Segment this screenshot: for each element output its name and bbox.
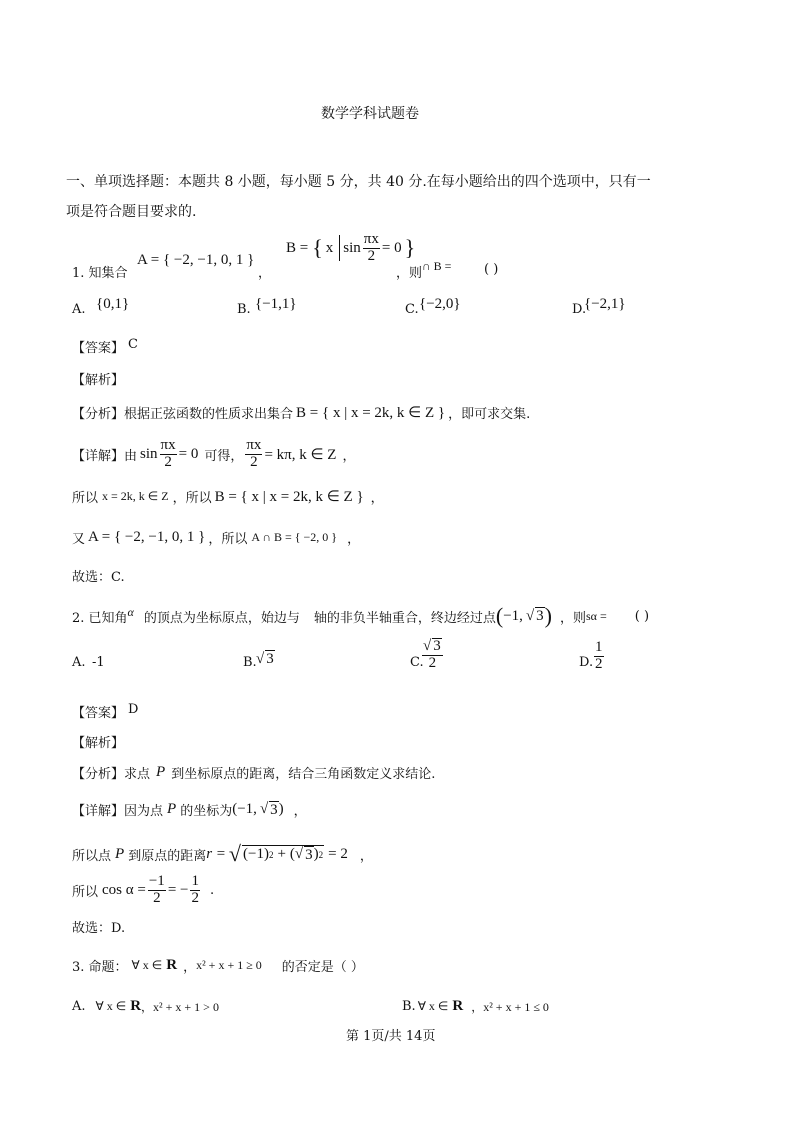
q1-xj1-eq: = 0: [178, 445, 199, 462]
q1-set-b-brace-open: {: [312, 235, 323, 261]
q1-intersection: ∩ B =: [422, 259, 452, 273]
q1-xj1-frac: [160, 438, 177, 471]
q3-option-b-label: B.: [402, 999, 416, 1014]
q1-answer: C: [128, 337, 138, 352]
q2-xiangjie-line2: [72, 841, 373, 867]
q3-option-b-R: R: [452, 998, 464, 1014]
q1-conclusion: 故选：C.: [72, 570, 125, 585]
q2-then: ，则: [560, 610, 587, 626]
q2-point-open: (: [495, 603, 504, 628]
q1-xj1-b: 可得，: [204, 448, 244, 464]
q2-xj3-f2-num: 1: [191, 873, 199, 889]
q1-fenxi-text1: 根据正弦函数的性质求出集合: [124, 407, 294, 422]
q2-text1: 的顶点为坐标原点，始边与: [143, 610, 300, 626]
q2-xj3-f2-den: 2: [191, 889, 199, 906]
q2-xj2-a: 所以点: [72, 848, 112, 864]
page-footer: 第 1页/共 14页: [346, 1029, 436, 1044]
q2-xj1-pt-a: (−1,: [232, 801, 257, 817]
q2-option-c-label: C.: [410, 655, 424, 670]
q2-alpha: α: [127, 604, 134, 619]
q2-xj3-frac1: [148, 874, 166, 907]
q1-xj3-set: A = { −2, −1, 0, 1 }: [88, 529, 206, 545]
q3-option-a-forall: ∀ x ∈: [95, 999, 127, 1013]
q1-xj1-frac2-num: πx: [246, 437, 262, 453]
q1-set-b-frac: [363, 232, 380, 265]
q2-xj1-p: P: [167, 801, 177, 817]
q3-option-a-expr: ，x² + x + 1 > 0: [141, 1000, 219, 1014]
q1-xj3-a: 又: [72, 532, 86, 547]
q2-xj2-inner2-sqrt: 3: [305, 846, 313, 863]
q2-expr: sα =: [586, 608, 607, 623]
q3-option-a: [72, 998, 219, 1015]
q1-comma: ，: [258, 266, 272, 281]
q2-option-d-den: 2: [595, 655, 603, 672]
q1-xj2-b: ，所以: [172, 491, 212, 506]
q2-xj1-pt-close: ): [278, 801, 284, 817]
q2-xj2-sup2: 2: [318, 849, 324, 860]
q1-set-b-eq0: = 0: [381, 239, 402, 256]
q1-xj2-a: 所以: [72, 491, 99, 506]
q2-xiangjie-line1: [72, 800, 307, 819]
q1-xj2-expr: x = 2k, k ∈ Z: [102, 489, 169, 503]
q2-point: ( −1, √ 3 ): [495, 603, 552, 628]
q1-xj1-end: ，: [342, 448, 356, 464]
q1-xiangjie-line1: [72, 438, 355, 471]
q1-option-d: {−2,1}: [584, 296, 626, 312]
q1-set-b-lhs: B =: [286, 239, 309, 256]
q2-xj2-eq: = 2: [328, 845, 348, 862]
q3-forall: ∀ x ∈: [131, 958, 163, 972]
q2-point-a: −1,: [503, 607, 523, 624]
q2-point-sqrt: 3: [536, 608, 544, 624]
q2-xj1-end: ，: [293, 804, 307, 819]
section-instruction-line2: 项是符合题目要求的.: [66, 204, 197, 220]
q2-option-b-sqrt: 3: [266, 651, 274, 667]
q1-fenxi-text2: ，即可求交集.: [448, 407, 531, 422]
q2-conclusion: 故选：D.: [72, 921, 126, 936]
q2-point-close: ): [544, 603, 552, 628]
q2-xj2-inner1: (−1): [243, 846, 269, 862]
q2-xj2-sup1: 2: [268, 849, 274, 860]
q1-xj3-end: ，: [347, 532, 361, 547]
q2-fenxi: [72, 763, 435, 782]
q2-xj3-f1-den: 2: [153, 889, 161, 906]
q2-option-d-label: D.: [579, 655, 594, 670]
q2-stem-label: 2. 已知角: [72, 610, 128, 626]
q2-xj3-cos: cos α =: [102, 881, 146, 898]
q2-xj3-end: .: [209, 882, 215, 898]
q1-answer-tag: 【答案】: [72, 341, 125, 356]
q1-xj2-end: ，: [370, 491, 384, 506]
q2-xj2-p: P: [115, 845, 125, 862]
q2-option-d-num: 1: [595, 639, 603, 655]
q2-answer: D: [128, 702, 139, 717]
q1-analysis-tag: 【解析】: [72, 373, 125, 388]
q3-option-a-R: R: [130, 998, 142, 1014]
q2-text2: 轴的非负半轴重合，终边经过点: [313, 610, 496, 626]
q2-fenxi-text2: 到坐标原点的距离，结合三角函数定义求结论.: [171, 767, 436, 782]
q1-fenxi: [72, 403, 530, 422]
q1-stem-label: 1. 知集合: [72, 266, 128, 281]
q2-option-d: [592, 640, 606, 673]
q1-xj1-frac2-den: 2: [250, 453, 258, 470]
q1-xj1-frac2: [245, 438, 262, 471]
section-instruction-line1: 一、单项选择题：本题共 8 小题，每小题 5 分，共 40 分.在每小题给出的四个选项中，只有一: [66, 174, 651, 190]
q2-xj1-pt-sqrt: 3: [270, 801, 278, 818]
q2-xj2-end: ，: [359, 848, 373, 864]
q1-xj3-b: ，所以: [208, 532, 248, 547]
q1-set-b-brace-close: }: [404, 235, 416, 261]
q1-xiangjie-line3: [72, 528, 360, 547]
q2-xj1-b: 的坐标为: [180, 804, 233, 819]
q1-then: ，则: [396, 266, 423, 281]
q2-answer-paren: ( ): [634, 608, 650, 624]
q2-xj2-plus: +: [277, 846, 286, 862]
q1-xiangjie-tag: 【详解】: [72, 448, 125, 464]
q1-set-b-frac-den: 2: [367, 247, 376, 264]
q1-set-b-frac-num: πx: [363, 231, 379, 247]
q3-text: 的否定是（ ）: [281, 960, 364, 975]
q2-xj1-a: 因为点: [124, 804, 164, 819]
q2-xj3-a: 所以: [72, 884, 99, 900]
q2-xj2-r: r =: [206, 845, 226, 862]
q2-xiangjie-tag: 【详解】: [72, 804, 125, 819]
q3-comma: ，: [183, 960, 197, 975]
q2-xj1-point: (−1, √ 3 ): [232, 801, 284, 818]
q2-xj2-b: 到原点的距离: [128, 848, 207, 864]
q1-option-b-label: B.: [237, 302, 251, 317]
q2-xiangjie-line3: [72, 874, 214, 907]
q1-fenxi-set: B = { x | x = 2k, k ∈ Z }: [296, 405, 446, 421]
q3-stem: [72, 956, 364, 975]
q2-analysis-tag: 【解析】: [72, 736, 125, 751]
q1-set-b-bar: [339, 235, 340, 261]
q3-expr: x² + x + 1 ≥ 0: [196, 958, 262, 972]
q3-R: R: [166, 957, 178, 973]
q2-answer-tag: 【答案】: [72, 706, 125, 721]
q2-option-c-num: 3: [433, 638, 441, 654]
q1-fenxi-tag: 【分析】: [72, 407, 125, 422]
q1-xiangjie-line2: [72, 487, 384, 506]
q3-option-a-label: A.: [72, 999, 86, 1014]
q3-option-b-forall: ∀ x ∈: [417, 999, 449, 1013]
q2-xj2-formula: r = √ (−1) 2 + (√ 3 ) 2 = 2: [206, 841, 348, 866]
q1-answer-paren: ( ): [484, 262, 499, 277]
q1-set-a: A = { −2, −1, 0, 1 }: [137, 252, 255, 268]
q1-xj1-frac-num: πx: [160, 437, 176, 453]
q2-option-a: -1: [92, 655, 105, 670]
page-title: 数学学科试题卷: [321, 106, 419, 122]
q1-xj1-frac-den: 2: [164, 453, 172, 470]
q2-option-b-label: B.: [243, 655, 257, 670]
q3-option-b-expr: ，x² + x + 1 ≤ 0: [471, 1000, 549, 1014]
q2-option-b: √ 3: [256, 651, 274, 667]
q2-fenxi-p: P: [156, 764, 166, 780]
q2-stem: [72, 603, 649, 629]
q1-xj1-sin: sin: [140, 445, 158, 462]
q2-xj3-frac2: [190, 874, 200, 907]
q1-option-d-label: D.: [572, 302, 587, 317]
q2-xj3-f1-num: −1: [148, 873, 165, 889]
q1-option-c: {−2,0}: [419, 296, 461, 312]
q1-option-a-label: A.: [72, 302, 86, 317]
q1-xj1-rhs: = kπ, k ∈ Z: [264, 446, 337, 463]
q2-fenxi-tag: 【分析】: [72, 767, 125, 782]
q3-stem-label: 3. 命题：: [72, 960, 128, 975]
q1-xj1-a: 由: [124, 448, 138, 464]
q1-xj3-expr: A ∩ B = { −2, 0 }: [251, 530, 338, 544]
q1-set-b: [286, 232, 415, 265]
q1-option-b: {−1,1}: [255, 296, 297, 312]
q1-set-b-sin: sin: [343, 239, 361, 256]
q2-option-a-label: A.: [72, 655, 86, 670]
q1-option-a: {0,1}: [96, 296, 130, 312]
q2-option-c-den: 2: [428, 654, 437, 671]
q2-option-c: $\frac{√ 3}{2}$: [423, 638, 441, 671]
q1-set-b-x: x: [325, 239, 334, 256]
q1-xj2-set: B = { x | x = 2k, k ∈ Z }: [214, 489, 364, 505]
q3-option-b: [402, 998, 549, 1015]
q2-xj3-eq: = −: [167, 881, 189, 898]
q2-fenxi-text: 求点: [124, 767, 151, 782]
q1-option-c-label: C.: [405, 302, 419, 317]
